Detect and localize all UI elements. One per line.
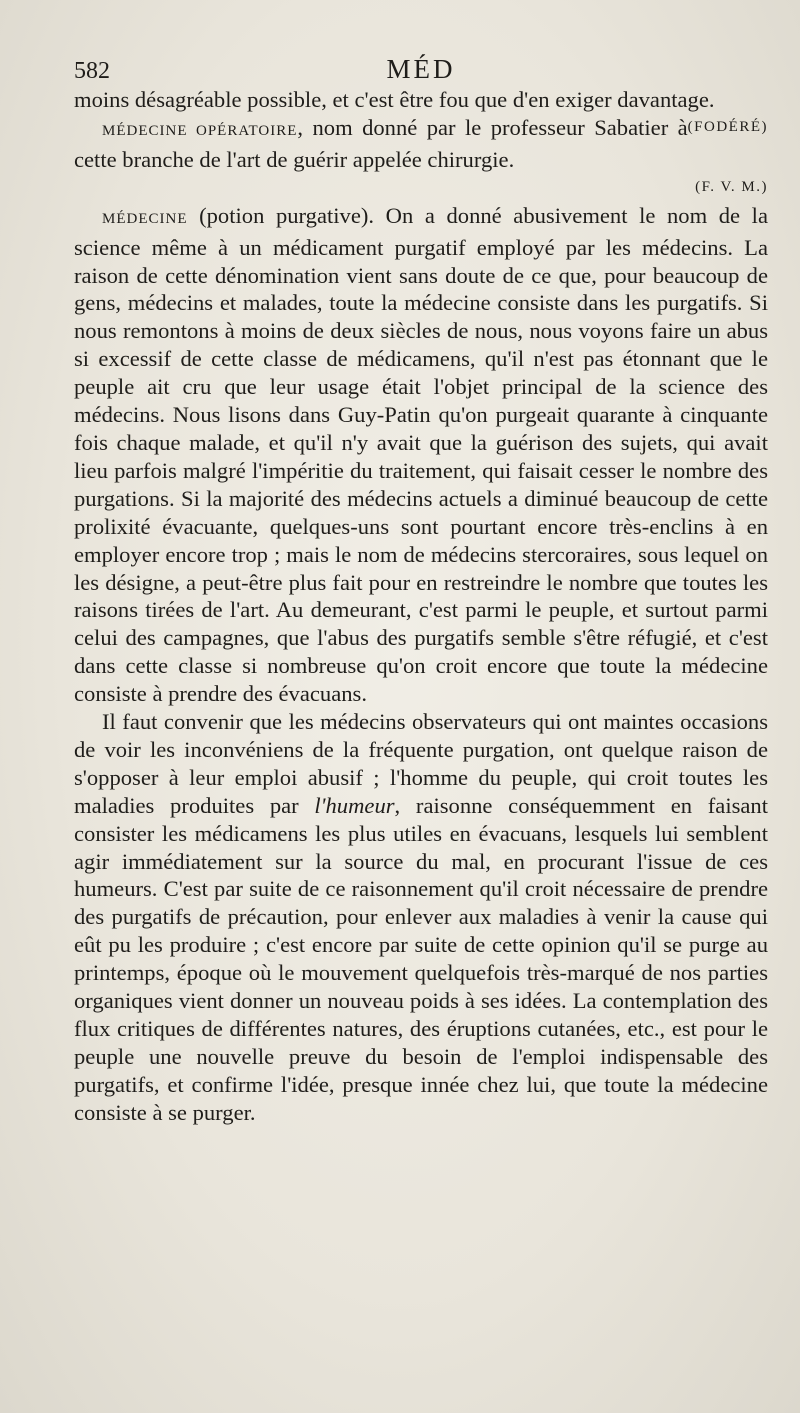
signature-line xyxy=(74,174,768,202)
entry-medecine-operatoire xyxy=(74,114,768,174)
paragraph-text-continued: , raisonne conséquemment en faisant consister les médicamens les plus utiles en évacuans, lesquels lui semblent agir immédiatement sur la source du mal, en procurant l'issue de ces humeurs. C'est par suite de ce raisonnement qu'il croit nécessaire de prendre des purgatifs de précaution, pour enlever aux maladies à venir la cause qui eût pu les produire ; c'est encore par suite de cette opinion qu'il se purge au printemps, époque où le mouvement quelquefois très-marqué de nos parties organiques vient donner un nouveau poids à ses idées. La contemplation des flux critiques de différentes natures, des éruptions cutanées, etc., est pour le peuple une nouvelle preuve du besoin de l'emploi indispensable des purgatifs, et confirme l'idée, presque innée chez lui, que toute la médecine consiste à se purger. xyxy=(74,792,768,1125)
paragraph-purgation xyxy=(74,708,768,1127)
paragraph-text: Il faut convenir que les médecins observateurs qui ont maintes occasions de voir les inconvéniens de la fréquente purgation, ont quelque raison de s'opposer à leur emploi abusif ; l'homme du peuple, qui croit toutes les maladies produites par xyxy=(74,709,768,818)
page-number: 582 xyxy=(74,58,110,84)
entry-medecine-potion xyxy=(74,202,768,708)
entry-text: (potion purgative). On a donné abusivement le nom de la science même à un médicament purgatif employé par les médecins. La raison de cette dénomination vient sans doute de ce que, pour beaucoup de gens, médecins et malades, toute la médecine consiste dans les purgatifs. Si nous remontons à moins de deux siècles de nous, nous voyons faire un abus si excessif de cette classe de médicamens, qu'il n'est pas étonnant que le peuple ait cru que leur usage était l'objet principal de la science des médecins. Nous lisons dans Guy-Patin qu'on purgeait quarante à cinquante fois chaque malade, et qu'il n'y avait que la guérison des sujets, qui avait lieu parfois malgré l'impéritie du traitement, qui faisait cesser le nombre des purgations. Si la majorité des médecins actuels a diminué beaucoup de cette prolixité évacuante, quelques-uns sont pourtant encore très-enclins à en employer encore trop ; mais le nom de médecins stercoraires, sous lequel on les désigne, a peut-être plus fait pour en restreindre le nombre que toutes les raisons tirées de l'art. Au demeurant, c'est parmi le peuple, et surtout parmi celui des campagnes, que l'abus des purgatifs semble s'être réfugié, et c'est dans cette classe si nombreuse qu'on croit encore que toute la médecine consiste à prendre des évacuans. xyxy=(74,202,768,707)
intro-text: moins désagréable possible, et c'est être fou que d'en exiger davantage. xyxy=(74,87,715,112)
page-content xyxy=(74,52,768,1127)
running-head: MÉD xyxy=(386,54,456,84)
signature-fodere: (FODÉRÉ) xyxy=(687,118,768,135)
signature-fvm: (F. V. M.) xyxy=(695,178,768,195)
entry-term: MÉDECINE OPÉRATOIRE xyxy=(102,122,298,139)
italic-term: l'humeur xyxy=(314,792,395,818)
entry-term: MÉDECINE xyxy=(102,210,188,227)
entry-text: , nom donné par le professeur Sabatier à cette branche de l'art de guérir appelée chirurgie. xyxy=(74,114,688,172)
page-header xyxy=(74,52,768,86)
